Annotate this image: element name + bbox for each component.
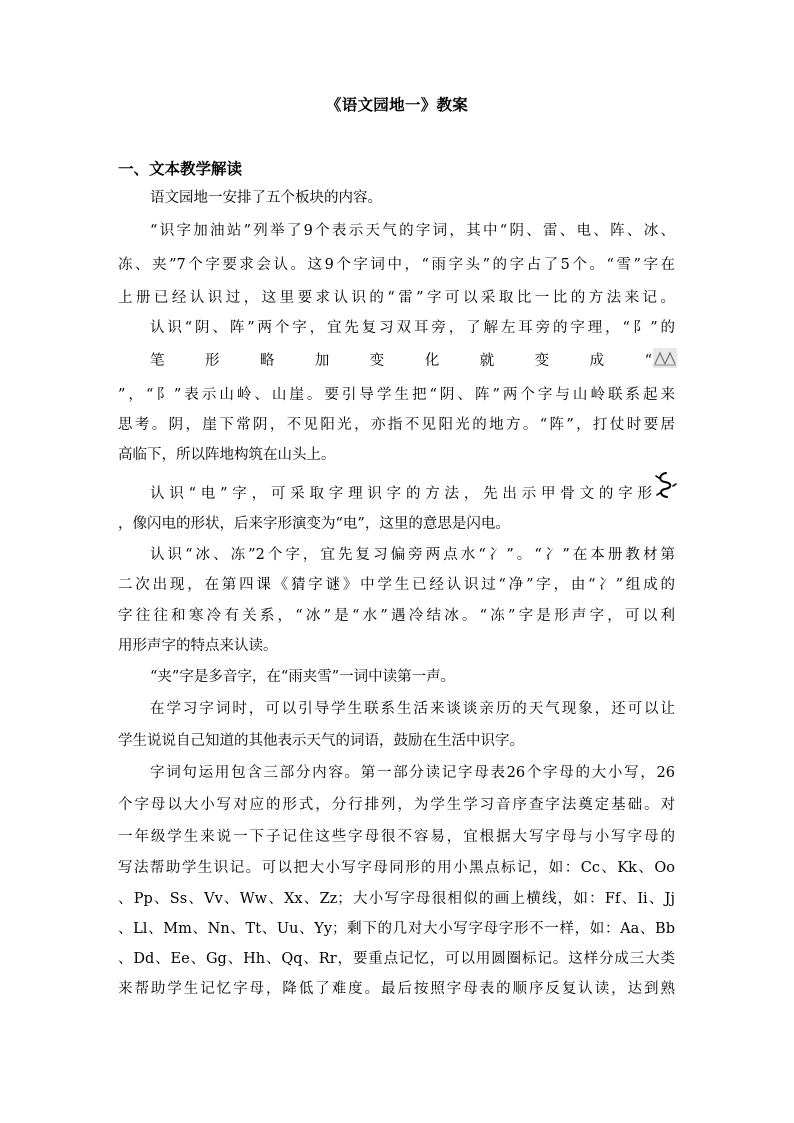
text-line: 字往往和寒冷有关系，“冰”是“水”遇冷结冰。“冻”字是形声字，可以利 bbox=[118, 608, 675, 624]
text-line: 认识“冰、冻”2个字，宜先复习偏旁两点水“冫”。“冫”在本册教材第 bbox=[150, 547, 675, 563]
text-line: 冻、夹”7个字要求会认。这9个字词中，“雨字头”的字占了5个。“雪”字在 bbox=[118, 257, 675, 273]
text-line: 字词句运用包含三部分内容。第一部分读记字母表26个字母的大小写，26 bbox=[150, 765, 675, 781]
text-line: “识字加油站”列举了9个表示天气的字词，其中“阴、雷、电、阵、冰、 bbox=[150, 223, 675, 239]
oracle-bone-lightning-icon bbox=[654, 472, 678, 502]
text-line: 语文园地一安排了五个板块的内容。 bbox=[150, 190, 382, 206]
section-heading: 一、文本教学解读 bbox=[118, 159, 243, 178]
mountain-glyph-icon bbox=[653, 348, 677, 372]
text-line: 学生说说自己知道的其他表示天气的词语，鼓励在生活中识字。 bbox=[118, 733, 524, 749]
text-line: 个字母以大小写对应的形式，分行排列，为学生学习音序查字法奠定基础。对 bbox=[118, 797, 675, 813]
text-line: 来帮助学生记忆字母，降低了难度。最后按照字母表的顺序反复认读，达到熟 bbox=[118, 981, 675, 997]
text-line: 、Pp、Ss、Vv、Ww、Xx、Zz；大小写字母很相似的画上横线，如：Ff、Ii、Jj bbox=[118, 891, 675, 907]
text-line: 笔 形 略 加 变 化 就 变 成 “ bbox=[150, 353, 652, 369]
text-line: 上册已经认识过，这里要求认识的“雷”字可以采取比一比的方法来记。 bbox=[118, 290, 675, 306]
text-line: 、Ll、Mm、Nn、Tt、Uu、Yy；剩下的几对大小写字母字形不一样，如：Aa、Bb bbox=[118, 921, 675, 937]
document-title: 《语文园地一》教案 bbox=[325, 95, 469, 114]
text-line: 在学习字词时，可以引导学生联系生活来谈谈亲历的天气现象，还可以让 bbox=[150, 701, 675, 717]
text-line: 思考。阴，崖下常阴，不见阳光，亦指不见阳光的地方。“阵”，打仗时要居 bbox=[118, 417, 675, 433]
text-line: 一年级学生来说一下子记住这些字母很不容易，宜根据大写字母与小写字母的 bbox=[118, 829, 675, 845]
text-line: “夹”字是多音字，在“雨夹雪”一词中读第一声。 bbox=[150, 669, 456, 685]
text-line: ，像闪电的形状，后来字形演变为“电”，这里的意思是闪电。 bbox=[118, 516, 510, 532]
text-line: 认识“阴、阵”两个字，宜先复习双耳旁，了解左耳旁的字理，“阝”的 bbox=[150, 320, 675, 336]
text-line: 写法帮助学生识记。可以把大小写字母同形的用小黑点标记，如：Cc、Kk、Oo bbox=[118, 860, 675, 876]
text-line: 二次出现，在第四课《猜字谜》中学生已经认识过“净”字，由“冫”组成的 bbox=[118, 577, 675, 593]
text-line: 用形声字的特点来认读。 bbox=[118, 638, 278, 654]
text-line: 高临下，所以阵地构筑在山头上。 bbox=[118, 447, 336, 463]
text-line: ”，“阝”表示山岭、山崖。要引导学生把“阴、阵”两个字与山岭联系起来 bbox=[118, 387, 675, 403]
text-line: 、Dd、Ee、Gg、Hh、Qq、Rr，要重点记忆，可以用圆圈标记。这样分成三大类 bbox=[118, 951, 675, 967]
text-line: 认识“电”字，可采取字理识字的方法，先出示甲骨文的字形 bbox=[150, 486, 652, 502]
